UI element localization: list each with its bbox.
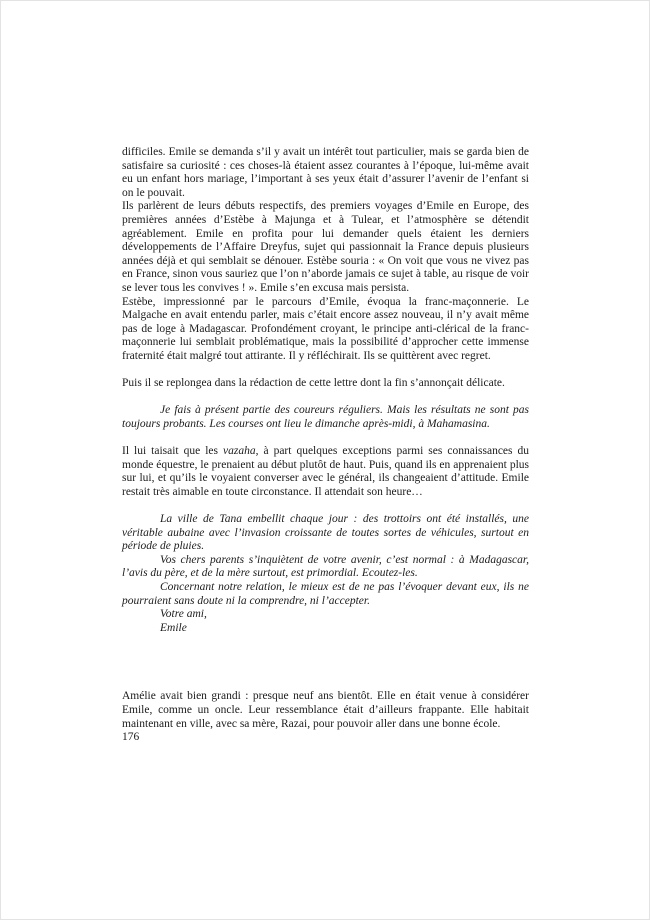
letter-paragraph-1: La ville de Tana embellit chaque jour : des trottoirs ont été installés, une véritable aubaine avec l’invasion croissante de toutes sortes de véhicules, surtout en période de pluies. — [122, 513, 529, 553]
italic-term-vazaha: vazaha — [223, 445, 256, 458]
paragraph-3: Estèbe, impressionné par le parcours d’Emile, évoqua la franc-maçonnerie. Le Malgache en avait entendu parler, mais c’était encore assez nouveau, il n’y avait même pas de loge à Madagascar. Profondément croyant, le principe anti-clérical de la franc-maçonnerie lui semblait problématique, mais la possibilité d’approcher cette immense fraternité était malgré tout attirante. Il y réfléchirait. Ils se quittèrent avec regret. — [122, 295, 529, 362]
letter-signature: Emile — [160, 621, 187, 634]
paragraph-2: Ils parlèrent de leurs débuts respectifs, des premiers voyages d’Emile en Europe, des premières années d’Estèbe à Majunga et à Tulear, et l’atmosphère se détendit agréablement. Emile en profita pour lui demander quels étaient les derniers développements de l’Affaire Dreyfus, sujet qui passionnait la France depuis plusieurs années déjà et qui semblait se dénouer. Estèbe souria : « On voit que vous ne vivez pas en France, sinon vous sauriez que l’on n’aborde jamais ce sujet à table, au risque de voir se lever tous les convives ! ». Emile s’en excusa mais persista. — [122, 200, 529, 294]
paragraph-5-post: , à part quelques exceptions parmi ses connaissances du monde équestre, le prenaient au début plutôt de haut. Puis, quand ils en apprenaient plus sur lui, et qu’ils le voyaient converser avec le général, ils changeaient d’attitude. Emile restait très aimable en toute circonstance. Il attendait son heure… — [122, 445, 530, 498]
page-number: 176 — [122, 731, 140, 744]
letter-closing: Votre ami, — [160, 608, 207, 621]
letter-paragraph-3: Concernant notre relation, le mieux est de ne pas l’évoquer devant eux, ils ne pourraient sans doute ni la comprendre, ni l’accepter. — [122, 581, 529, 607]
letter-paragraph-2: Vos chers parents s’inquiètent de votre avenir, c’est normal : à Madagascar, l’avis du père, et de la mère surtout, est primordial. Ecoutez-les. — [122, 553, 529, 580]
text-block — [122, 146, 529, 745]
paragraph-6: Amélie avait bien grandi : presque neuf ans bientôt. Elle en était venue à considérer Emile, comme un oncle. Leur ressemblance était d’ailleurs frappante. Elle habitait maintenant en ville, avec sa mère, Razai, pour pouvoir aller dans une bonne école. — [122, 690, 529, 730]
paragraph-4: Puis il se replongea dans la rédaction de cette lettre dont la fin s’annonçait délicate. — [122, 377, 505, 390]
paragraph-1: difficiles. Emile se demanda s’il y avait un intérêt tout particulier, mais se garda bien de satisfaire sa curiosité : ces choses-là étaient assez courantes à l’époque, lui-même avait eu un enfant hors mariage, l’important à ses yeux était d’assurer l’avenir de l’enfant si on le pouvait. — [122, 146, 529, 199]
paragraph-5-pre: Il lui taisait que les — [122, 445, 223, 458]
letter-excerpt-1: Je fais à présent partie des coureurs réguliers. Mais les résultats ne sont pas toujours probants. Les courses ont lieu le dimanche après-midi, à Mahamasina. — [122, 404, 529, 430]
paragraph-5 — [122, 445, 529, 499]
